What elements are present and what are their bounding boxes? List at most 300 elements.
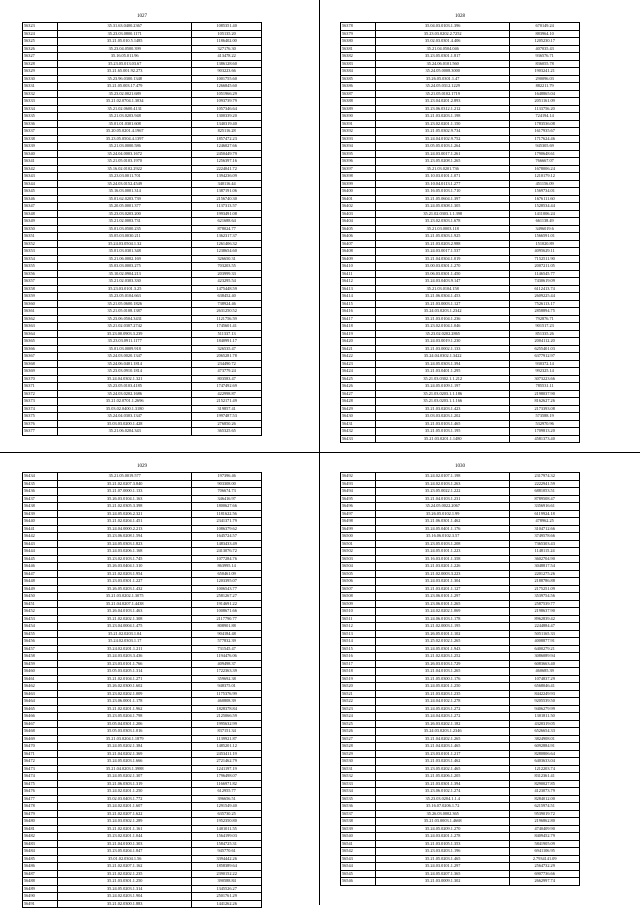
table-row (341, 338, 580, 346)
row-value-cell: 290096.03 (510, 75, 580, 83)
row-id-cell: 56509 (341, 600, 376, 608)
row-value-cell: 4320319.05 (510, 720, 580, 728)
row-id-cell: 56348 (23, 210, 58, 218)
row-value-cell: 1212203.74 (510, 765, 580, 773)
row-code-cell: 35.21.03.0203.2.988 (376, 240, 510, 248)
row-value-cell: 1246027.66 (192, 143, 262, 151)
page-number: 1029 (137, 464, 147, 469)
row-value-cell: 573588.19 (510, 413, 580, 421)
row-value-cell: 1676111.60 (510, 195, 580, 203)
table-row (341, 735, 580, 743)
row-code-cell: 35.04.03.0103.1.396 (376, 23, 510, 31)
row-code-cell: 35.24.05.0207.1.365 (376, 870, 510, 878)
row-code-cell: 35.24.05.0022.2067 (376, 503, 510, 511)
row-value-cell: 1566591.01 (510, 233, 580, 241)
row-value-cell: 2581267.27 (192, 593, 262, 601)
row-value-cell: 1300339.20 (192, 113, 262, 121)
row-value-cell: 4095629.11 (510, 248, 580, 256)
table-row (341, 788, 580, 796)
row-value-cell: 706674.73 (192, 488, 262, 496)
row-id-cell: 56345 (23, 188, 58, 196)
table-row (341, 675, 580, 683)
table-row (23, 788, 262, 796)
row-id-cell: 56391 (341, 120, 376, 128)
row-value-cell: 825116.28 (192, 128, 262, 136)
row-id-cell: 56542 (341, 848, 376, 856)
table-row (23, 863, 262, 871)
row-value-cell: 1256397.16 (192, 158, 262, 166)
row-id-cell: 56521 (341, 690, 376, 698)
table-row (23, 570, 262, 578)
table-row (341, 83, 580, 91)
table-row (341, 233, 580, 241)
table-row (23, 503, 262, 511)
table-row (23, 743, 262, 751)
row-code-cell: 35.10.03.0101.1.071 (376, 173, 510, 181)
row-code-cell: 35.21.65.001.92.273 (58, 68, 192, 76)
table-row (23, 293, 262, 301)
row-code-cell: 35.24.05.0303.1.394 (376, 360, 510, 368)
ledger-table (22, 472, 262, 908)
table-row (341, 743, 580, 751)
row-id-cell: 56510 (341, 608, 376, 616)
row-value-cell: 2858894.75 (510, 308, 580, 316)
row-id-cell: 56528 (341, 743, 376, 751)
row-id-cell: 56385 (341, 75, 376, 83)
row-id-cell: 56517 (341, 660, 376, 668)
row-code-cell: 35.23.02.0021.689 (58, 90, 192, 98)
table-row (23, 593, 262, 601)
table-row (23, 668, 262, 676)
row-code-cell: 35.23.03.0011.701 (58, 173, 192, 181)
table-row (23, 308, 262, 316)
row-code-cell: 35.24.06.0103.1.178 (376, 615, 510, 623)
table-row (341, 240, 580, 248)
row-code-cell: 35.02.03.0403.1.772 (58, 795, 192, 803)
row-id-cell: 56532 (341, 773, 376, 781)
row-code-cell: 35.21.03.0201.1.127 (376, 585, 510, 593)
table-row (23, 608, 262, 616)
row-id-cell: 56418 (341, 323, 376, 331)
row-id-cell: 56494 (341, 488, 376, 496)
row-value-cell: 724194.14 (510, 113, 580, 121)
row-id-cell: 56434 (23, 473, 58, 481)
row-id-cell: 56443 (23, 540, 58, 548)
row-value-cell: 2341371.79 (192, 518, 262, 526)
row-value-cell: 1840991.17 (192, 338, 262, 346)
row-id-cell: 56384 (341, 68, 376, 76)
table-row (341, 375, 580, 383)
table-row (23, 113, 262, 121)
row-code-cell: 35.03.03.0003.275 (58, 263, 192, 271)
row-id-cell: 56374 (23, 405, 58, 413)
row-code-cell: 35.24.05.0109.1.197 (376, 383, 510, 391)
row-id-cell: 56389 (341, 105, 376, 113)
ledger-body (341, 23, 580, 443)
table-row (341, 398, 580, 406)
table-row (23, 120, 262, 128)
table-row (341, 278, 580, 286)
row-code-cell: 35.26.02.0300.1.602 (58, 683, 192, 691)
row-code-cell: 35.20.05.0001.377 (58, 203, 192, 211)
row-code-cell: 35.24.04.0302.1.321 (58, 375, 192, 383)
row-value-cell: 3104712.66 (510, 525, 580, 533)
table-row (23, 803, 262, 811)
row-value-cell: 3539754.56 (510, 593, 580, 601)
row-id-cell: 56502 (341, 548, 376, 556)
row-code-cell: 35.21.03.0203.1.1.166 (376, 398, 510, 406)
row-value-cell: 478962.25 (510, 518, 580, 526)
table-row (341, 158, 580, 166)
row-id-cell: 56523 (341, 705, 376, 713)
row-value-cell: 1411006.24 (510, 210, 580, 218)
row-code-cell: 35.21.03.0000.586 (58, 143, 192, 151)
table-row (341, 510, 580, 518)
row-code-cell: 35.21.02.0003.3.223 (376, 570, 510, 578)
row-code-cell: 35.01.01.0301.608 (58, 120, 192, 128)
table-row (341, 188, 580, 196)
horizontal-divider (0, 452, 640, 453)
row-id-cell: 56503 (341, 555, 376, 563)
row-code-cell: 35.24.04.0000.2.213 (58, 525, 192, 533)
row-id-cell: 56504 (341, 563, 376, 571)
row-id-cell: 56400 (341, 188, 376, 196)
row-code-cell: 35.23.03.0101.3.25 (58, 285, 192, 293)
row-id-cell: 56538 (341, 818, 376, 826)
table-row (23, 218, 262, 226)
row-code-cell: 35.24.03.0020.1347 (58, 353, 192, 361)
row-id-cell: 56495 (341, 495, 376, 503)
row-id-cell: 56459 (23, 660, 58, 668)
table-row (341, 270, 580, 278)
row-code-cell: 35.21.06.0301.1.462 (376, 518, 510, 526)
row-value-cell: 2.7934141.09 (510, 855, 580, 863)
row-code-cell: 35.26.05.0203.1.432 (58, 585, 192, 593)
table-row (341, 353, 580, 361)
row-code-cell: 35.20.05.0201.4.1967 (58, 128, 192, 136)
row-value-cell: 326535.47 (192, 345, 262, 353)
row-id-cell: 56465 (23, 705, 58, 713)
row-value-cell: 1139921.87 (192, 735, 262, 743)
row-id-cell: 56430 (341, 413, 376, 421)
row-id-cell: 56412 (341, 278, 376, 286)
table-row (341, 488, 580, 496)
row-id-cell: 56505 (341, 570, 376, 578)
row-id-cell: 56399 (341, 180, 376, 188)
row-value-cell: 3073223.66 (510, 375, 580, 383)
table-row (23, 750, 262, 758)
row-code-cell: 35.16.03.0001.314 (58, 188, 192, 196)
table-row (23, 90, 262, 98)
row-value-cell: 3356916.61 (510, 503, 580, 511)
row-id-cell: 56337 (23, 128, 58, 136)
row-code-cell: 35.23.05.0202.1.465 (376, 765, 510, 773)
table-row (23, 878, 262, 886)
row-id-cell: 56369 (23, 368, 58, 376)
row-id-cell: 56499 (341, 525, 376, 533)
table-row (23, 60, 262, 68)
row-id-cell: 56508 (341, 593, 376, 601)
row-id-cell: 56393 (341, 135, 376, 143)
row-code-cell: 35.05.03.0303.1.016 (58, 728, 192, 736)
row-code-cell: 35.24.06.0401.1814 (58, 360, 192, 368)
row-code-cell: 35.23.03.0204.1.1.4 (376, 795, 510, 803)
row-id-cell: 56422 (341, 353, 376, 361)
row-code-cell: 35.23.03.0101.1.766 (58, 660, 192, 668)
row-id-cell: 56489 (23, 885, 58, 893)
row-code-cell: 35.21.03.0203.1.198 (376, 113, 510, 121)
row-code-cell: 35.05.03.0205.1.314 (58, 668, 192, 676)
row-id-cell: 56483 (23, 840, 58, 848)
row-code-cell: 35.23.96.0300.1348 (58, 75, 192, 83)
row-id-cell: 56356 (23, 270, 58, 278)
table-row (23, 675, 262, 683)
row-code-cell: 35.21.05.0600.1826 (58, 300, 192, 308)
row-value-cell: 6907736.66 (510, 870, 580, 878)
row-id-cell: 56326 (23, 45, 58, 53)
row-value-cell: 703203.55 (192, 263, 262, 271)
table-row (23, 323, 262, 331)
row-value-cell: 1362317.37 (192, 233, 262, 241)
row-id-cell: 56435 (23, 480, 58, 488)
row-id-cell: 56357 (23, 278, 58, 286)
row-value-cell: 1093739.79 (192, 98, 262, 106)
ledger-table (340, 22, 580, 443)
row-id-cell: 56436 (23, 488, 58, 496)
row-code-cell: 35.24.03.0203.1.2346 (376, 728, 510, 736)
row-code-cell: 35.21.03.0401.1.295 (376, 368, 510, 376)
table-row (23, 255, 262, 263)
table-row (341, 225, 580, 233)
row-id-cell: 56323 (23, 23, 58, 31)
row-id-cell: 56383 (341, 60, 376, 68)
table-row (341, 608, 580, 616)
table-row (341, 495, 580, 503)
row-value-cell: 1394236.09 (192, 173, 262, 181)
row-code-cell: 35.24.06.0101.560 (376, 60, 510, 68)
table-row (23, 315, 262, 323)
table-row (341, 23, 580, 31)
row-code-cell: 35.21.02.0201.1.962 (58, 705, 192, 713)
row-value-cell: 7430619.09 (510, 278, 580, 286)
table-row (341, 315, 580, 323)
table-row (23, 188, 262, 196)
row-id-cell: 56527 (341, 735, 376, 743)
row-value-cell: 1238654.60 (192, 248, 262, 256)
table-row (341, 840, 580, 848)
row-code-cell: 35.21.03.0009.1.302 (376, 878, 510, 886)
row-id-cell: 56421 (341, 345, 376, 353)
table-row (23, 638, 262, 646)
row-code-cell: 35.24.05.0209.1.270 (376, 825, 510, 833)
table-row (341, 60, 580, 68)
table-row (341, 818, 580, 826)
row-code-cell: 35.23.00.0903.3.239 (58, 330, 192, 338)
row-id-cell: 56486 (23, 863, 58, 871)
row-value-cell: 1857472.23 (192, 135, 262, 143)
row-code-cell: 35.24.03.0203.3.436 (58, 653, 192, 661)
row-id-cell: 56409 (341, 255, 376, 263)
row-id-cell: 56331 (23, 83, 58, 91)
row-id-cell: 56415 (341, 300, 376, 308)
row-value-cell: 9205539.50 (510, 698, 580, 706)
row-id-cell: 56457 (23, 645, 58, 653)
row-code-cell: 35.23.06.0208.1.594 (58, 533, 192, 541)
row-id-cell: 56447 (23, 570, 58, 578)
row-value-cell: 766667.07 (510, 158, 580, 166)
ledger-table (22, 22, 262, 436)
row-id-cell: 56360 (23, 300, 58, 308)
row-value-cell: 6255401.03 (510, 345, 580, 353)
row-code-cell: 35.21.05.0019.577 (58, 473, 192, 481)
table-row (23, 383, 262, 391)
row-id-cell: 56338 (23, 135, 58, 143)
row-value-cell: 8789508.47 (510, 495, 580, 503)
row-value-cell: 1952350.80 (192, 818, 262, 826)
row-code-cell: 35.21.02.0300.1.883 (58, 900, 192, 908)
row-value-cell: 1205230.17 (510, 38, 580, 46)
row-id-cell: 56334 (23, 105, 58, 113)
table-row (23, 705, 262, 713)
row-code-cell: 35.26.04.0103.1.463 (58, 608, 192, 616)
row-value-cell: 903308.00 (192, 480, 262, 488)
row-code-cell: 35.23.05.0504.4.1397 (58, 135, 192, 143)
row-code-cell: 35.16.05.011.96 (58, 53, 192, 61)
row-value-cell: 883964.10 (510, 30, 580, 38)
row-code-cell: 35.21.02.0203.1.04 (58, 630, 192, 638)
table-row (23, 428, 262, 436)
row-code-cell: 35.23.06.0101.1.297 (376, 593, 510, 601)
row-id-cell: 56329 (23, 68, 58, 76)
row-id-cell: 56428 (341, 398, 376, 406)
row-value-cell: 7526113.17 (510, 300, 580, 308)
row-id-cell: 56515 (341, 645, 376, 653)
row-code-cell: 35.24.05.0202.1.384 (58, 743, 192, 751)
table-row (341, 878, 580, 886)
row-code-cell: 35.21.05.0203.1.465 (376, 855, 510, 863)
row-value-cell: 2004112.20 (510, 338, 580, 346)
row-value-cell: 1617935.67 (510, 128, 580, 136)
row-id-cell: 56451 (23, 600, 58, 608)
row-value-cell: 276850.26 (192, 420, 262, 428)
row-id-cell: 56396 (341, 158, 376, 166)
row-id-cell: 56437 (23, 495, 58, 503)
table-row (23, 225, 262, 233)
table-row (23, 360, 262, 368)
row-id-cell: 56544 (341, 863, 376, 871)
row-code-cell: 35.23.06.0504.3431 (58, 315, 192, 323)
table-row (23, 525, 262, 533)
row-code-cell: 35.23.05.0022.1.222 (376, 488, 510, 496)
row-value-cell: 903223.66 (192, 68, 262, 76)
table-row (341, 248, 580, 256)
table-row (341, 480, 580, 488)
table-row (341, 705, 580, 713)
table-row (341, 113, 580, 121)
row-value-cell: 1441262.26 (192, 900, 262, 908)
row-value-cell: 326650.31 (192, 255, 262, 263)
row-id-cell: 56330 (23, 75, 58, 83)
row-id-cell: 56490 (23, 893, 58, 901)
table-row (23, 548, 262, 556)
row-id-cell: 56525 (341, 720, 376, 728)
row-code-cell: 35.21.02.0701.1.2696 (58, 398, 192, 406)
row-id-cell: 56496 (341, 503, 376, 511)
row-value-cell: 3394442.26 (192, 855, 262, 863)
row-value-cell: 422998.87 (192, 390, 262, 398)
row-value-cell: 1006543.77 (192, 585, 262, 593)
row-code-cell: 35.23.03.0910.1814 (58, 368, 192, 376)
row-value-cell: 1077284.76 (192, 555, 262, 563)
table-row (341, 173, 580, 181)
table-row (341, 518, 580, 526)
row-id-cell: 56382 (341, 53, 376, 61)
row-value-cell: 2662997.74 (510, 878, 580, 886)
row-code-cell: 35.21.05.010.5.1485 (58, 38, 192, 46)
row-code-cell: 35.24.04.0203.1.272 (376, 713, 510, 721)
row-id-cell: 56406 (341, 233, 376, 241)
row-value-cell: 1993491.08 (192, 210, 262, 218)
row-value-cell: 1387191.06 (192, 188, 262, 196)
row-value-cell: 5051165.33 (510, 630, 580, 638)
table-row (341, 293, 580, 301)
row-id-cell: 56520 (341, 683, 376, 691)
row-code-cell: 35.24.02.0201.1.211 (58, 645, 192, 653)
row-value-cell: 1997487.53 (192, 413, 262, 421)
row-code-cell: 35.23.03.0800.1171 (58, 30, 192, 38)
row-id-cell: 56545 (341, 870, 376, 878)
row-value-cell: 8442249.93 (510, 690, 580, 698)
row-id-cell: 56377 (23, 428, 58, 436)
row-value-cell: 2173393.08 (510, 405, 580, 413)
table-row (23, 758, 262, 766)
table-row (341, 345, 580, 353)
row-id-cell: 56454 (23, 623, 58, 631)
row-code-cell: 35.21.04.0202.1.265 (376, 735, 510, 743)
row-code-cell: 35.24.04.0302.1.3422 (376, 353, 510, 361)
row-code-cell: 35.16.06.0102.3.57 (376, 533, 510, 541)
table-row (341, 615, 580, 623)
table-row (23, 585, 262, 593)
table-row (341, 593, 580, 601)
table-row (23, 615, 262, 623)
row-value-cell: 1086379.62 (192, 525, 262, 533)
row-code-cell: 35.24.03.0201.1.304 (376, 578, 510, 586)
table-row (341, 578, 580, 586)
row-code-cell: 35.24.05.0401.1.176 (376, 525, 510, 533)
row-id-cell: 56492 (341, 473, 376, 481)
row-value-cell: 738924.46 (192, 300, 262, 308)
row-id-cell: 56519 (341, 675, 376, 683)
row-id-cell: 56541 (341, 840, 376, 848)
row-id-cell: 56362 (23, 315, 58, 323)
table-row (341, 473, 580, 481)
row-value-cell: 3602704.90 (510, 555, 580, 563)
table-row (341, 390, 580, 398)
row-value-cell: 1528534.44 (510, 203, 580, 211)
row-code-cell: 35.21.02.0307.2742 (58, 323, 192, 331)
row-id-cell: 56474 (23, 773, 58, 781)
row-code-cell: 35.26.03.0103.1.729 (376, 660, 510, 668)
row-value-cell: 1790648.61 (510, 150, 580, 158)
row-value-cell: 1717624.46 (510, 135, 580, 143)
table-row (341, 548, 580, 556)
row-code-cell: 35.24.02.0103.1.263 (376, 480, 510, 488)
row-value-cell: 6526654.33 (510, 728, 580, 736)
row-id-cell: 56441 (23, 525, 58, 533)
row-id-cell: 56482 (23, 833, 58, 841)
table-row (23, 780, 262, 788)
